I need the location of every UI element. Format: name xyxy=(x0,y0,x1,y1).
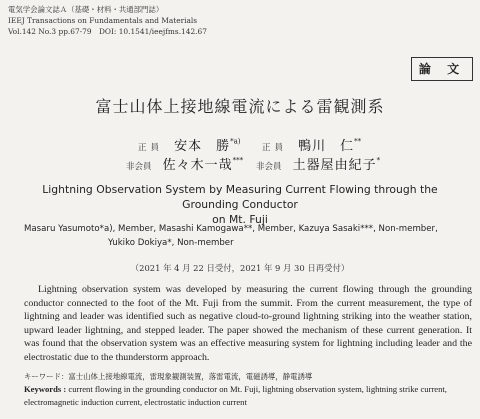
title-ja: 富士山体上接地線電流による雷観測系 xyxy=(95,97,385,116)
author-mark: ** xyxy=(354,137,362,146)
authors-en-line-2: Yukiko Dokiya*, Non-member xyxy=(108,238,234,248)
keywords-en-label: Keywords : xyxy=(24,384,67,394)
title-en xyxy=(20,182,460,227)
received-dates: （2021 年 4 月 22 日受付，2021 年 9 月 30 日再受付） xyxy=(130,263,350,273)
keywords-en-text: current flowing in the grounding conductor on Mt. Fuji, lightning observation system, lightning strike current, electromagnetic induction current, electrostatic induction current xyxy=(24,384,447,407)
author-mark: *a) xyxy=(230,137,241,146)
category-box: 論 文 xyxy=(411,57,473,81)
author-name: 土器屋由紀子 xyxy=(292,158,377,173)
author-name: 鴨川 仁 xyxy=(298,139,355,154)
author-role: 正員 xyxy=(262,143,288,153)
title-en-line-2: on Mt. Fuji xyxy=(212,213,268,226)
keywords-en xyxy=(24,383,474,409)
author-ja-1 xyxy=(138,135,241,154)
authors-en xyxy=(24,222,464,250)
authors-en-line-1: Masaru Yasumoto*a), Member, Masashi Kamogawa**, Member, Kazuya Sasaki***, Non-member, xyxy=(24,224,438,234)
journal-name-ja: 電気学会論文誌Ａ（基礎・材料・共通部門誌） xyxy=(8,5,164,14)
author-ja-4 xyxy=(256,154,380,173)
keywords-ja-label: キーワード： xyxy=(24,372,69,381)
author-role: 非会員 xyxy=(256,162,282,172)
author-name: 佐々木一哉 xyxy=(162,158,233,173)
author-ja-3 xyxy=(126,154,243,173)
author-mark: * xyxy=(376,156,381,165)
keywords-ja xyxy=(24,371,312,382)
author-name: 安本 勝 xyxy=(174,139,231,154)
journal-volume-doi: Vol.142 No.3 pp.67-79 DOI: 10.1541/ieejfms.142.67 xyxy=(8,27,207,36)
author-ja-2 xyxy=(262,135,361,154)
journal-header xyxy=(8,4,207,37)
keywords-ja-text: 富士山体上接地線電流，雷現象観測装置，落雷電流，電磁誘導，静電誘導 xyxy=(68,372,313,381)
author-role: 正員 xyxy=(138,143,164,153)
author-mark: *** xyxy=(232,156,244,165)
author-role: 非会員 xyxy=(126,162,152,172)
journal-name-en: IEEJ Transactions on Fundamentals and Materials xyxy=(8,16,198,25)
abstract: Lightning observation system was developed by measuring the current flowing through the grounding conductor connected to the foot of the Mt. Fuji from the summit. From the current measurement, the type of lightning and leader was identified such as negative cloud-to-ground lightning striking into the weather station, upward leader lightning, and stepped leader. The paper showed the mechanism of these current generation. It was found that the observation system was an effective measuring system for lightning including leader and the electrostatic due to the thunderstorm approach. xyxy=(24,284,472,363)
title-en-line-1: Lightning Observation System by Measuring Current Flowing through the Grounding Conductor xyxy=(42,183,438,211)
